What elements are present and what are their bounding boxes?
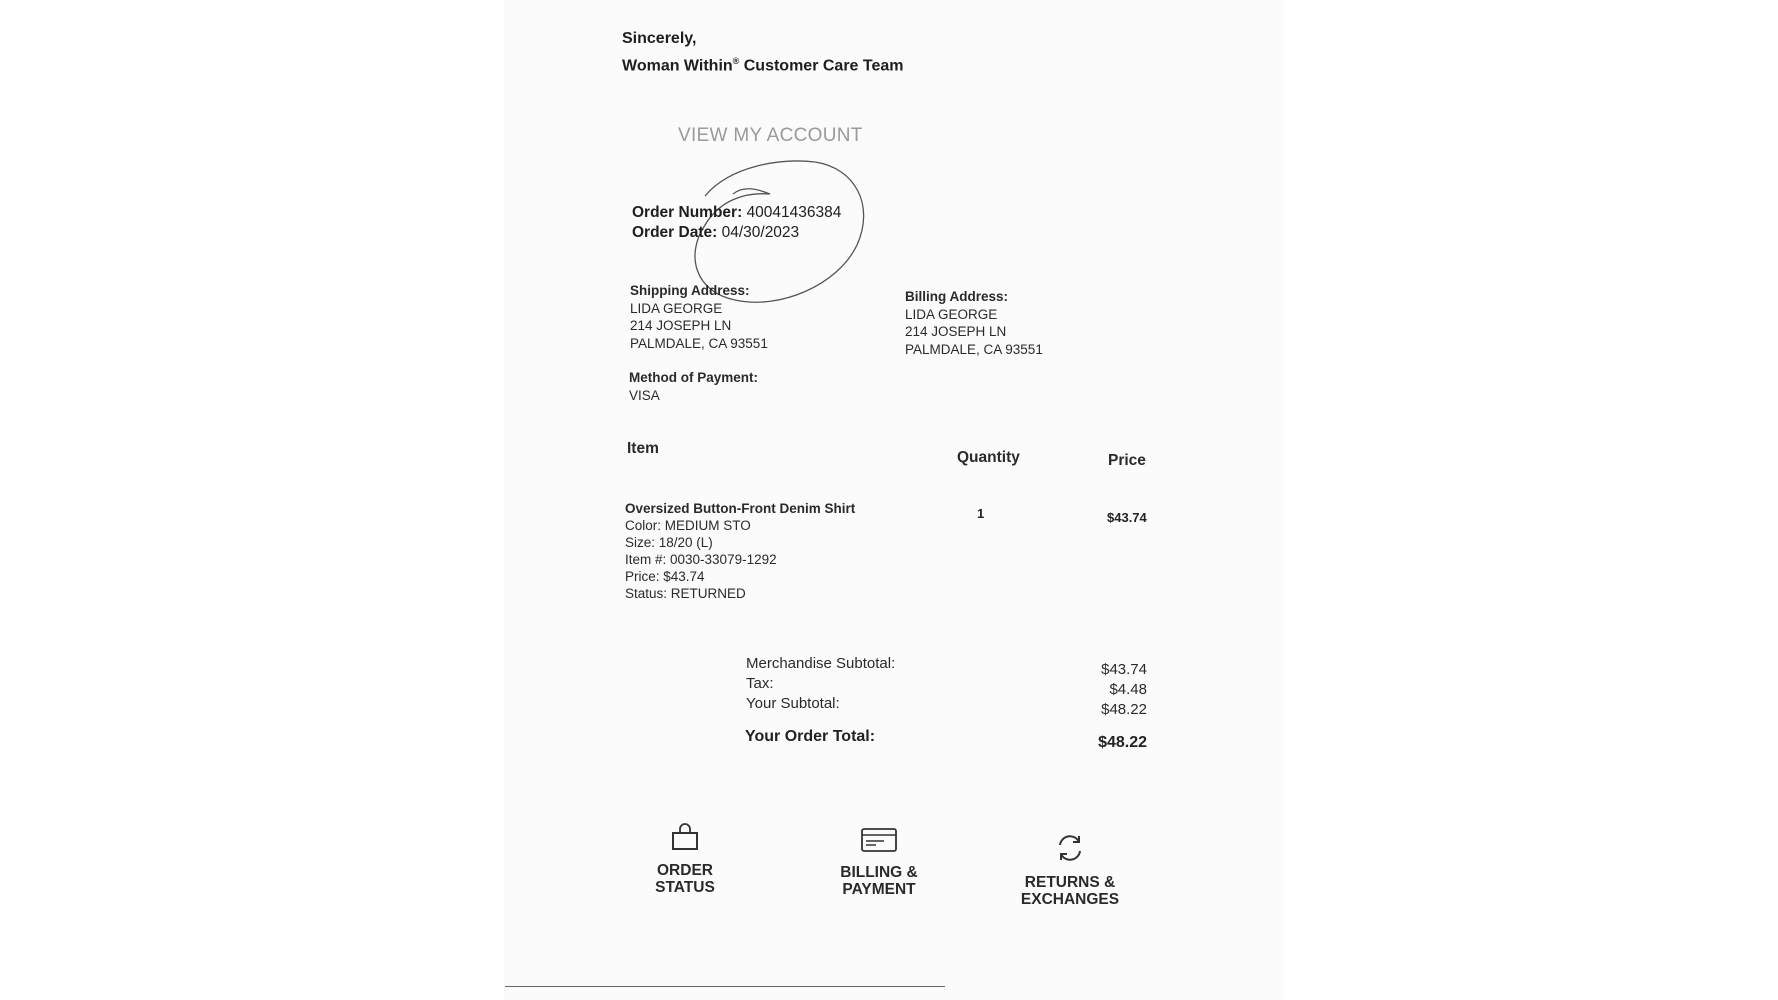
signoff-line: Sincerely, [622,30,697,47]
payment-heading: Method of Payment: [629,370,759,385]
billing-heading: Billing Address: [905,289,1009,304]
billing-street: 214 JOSEPH LN [905,324,1007,339]
returns-exchanges-label-1: RETURNS & [1024,874,1116,891]
order-number-row [632,203,841,223]
brand-name: Woman Within [622,57,733,75]
tax-label: Tax: [746,675,774,692]
order-date: 04/30/2023 [721,224,800,241]
credit-card-icon [860,826,898,854]
your-subtotal-value: $48.22 [1101,701,1147,718]
billing-payment-label-2: PAYMENT [842,881,916,898]
shipping-address [630,282,768,352]
billing-address [905,288,1043,358]
tax-value: $4.48 [1109,681,1147,698]
item-quantity: 1 [977,506,985,521]
item-column-header: Item [627,440,659,457]
order-status-link[interactable] [615,822,755,896]
shipping-heading: Shipping Address: [630,283,750,298]
order-number: 40041436384 [746,204,842,221]
view-my-account-link[interactable]: VIEW MY ACCOUNT [678,125,863,146]
payment-value: VISA [629,387,660,403]
totals-values [1055,660,1147,720]
payment-method [629,369,758,404]
billing-payment-link[interactable] [809,826,949,898]
quantity-column-header: Quantity [957,449,1020,466]
printed-page [505,0,1283,1000]
order-info [632,203,841,243]
returns-exchanges-label-2: EXCHANGES [1020,891,1120,908]
item-size: Size: 18/20 (L) [625,535,713,550]
billing-name: LIDA GEORGE [905,306,998,322]
price-column-header: Price [1108,452,1146,469]
order-number-label: Order Number: [632,204,743,221]
totals-labels [746,654,895,714]
merchandise-subtotal-label: Merchandise Subtotal: [746,655,896,672]
shopping-bag-icon [670,822,700,852]
team-name: Customer Care Team [739,57,904,75]
shipping-city: PALMDALE, CA 93551 [630,335,768,351]
your-subtotal-label: Your Subtotal: [746,695,840,712]
order-date-label: Order Date: [632,224,718,241]
merchandise-subtotal-value: $43.74 [1101,661,1147,678]
shipping-name: LIDA GEORGE [630,300,723,316]
handwritten-circle [505,0,1283,340]
page-bottom-edge-line [505,986,945,987]
order-status-label-1: ORDER [657,862,713,879]
line-item-details [625,500,855,602]
item-color: Color: MEDIUM STO [625,518,751,533]
item-status: Status: RETURNED [625,586,746,601]
shipping-street: 214 JOSEPH LN [630,318,732,333]
order-total-label: Your Order Total: [745,728,876,745]
billing-city: PALMDALE, CA 93551 [905,341,1043,357]
item-name: Oversized Button-Front Denim Shirt [625,501,856,516]
item-price-line: Price: $43.74 [625,569,705,584]
returns-exchanges-link[interactable] [1000,832,1140,908]
refresh-icon [1054,832,1086,864]
registered-mark: ® [732,56,740,66]
item-number: Item #: 0030-33079-1292 [625,552,777,567]
billing-payment-label-1: BILLING & [840,864,918,881]
order-total-value: $48.22 [1098,734,1147,751]
item-price: $43.74 [1107,510,1147,525]
order-status-label-2: STATUS [655,879,715,896]
order-date-row [632,223,841,243]
